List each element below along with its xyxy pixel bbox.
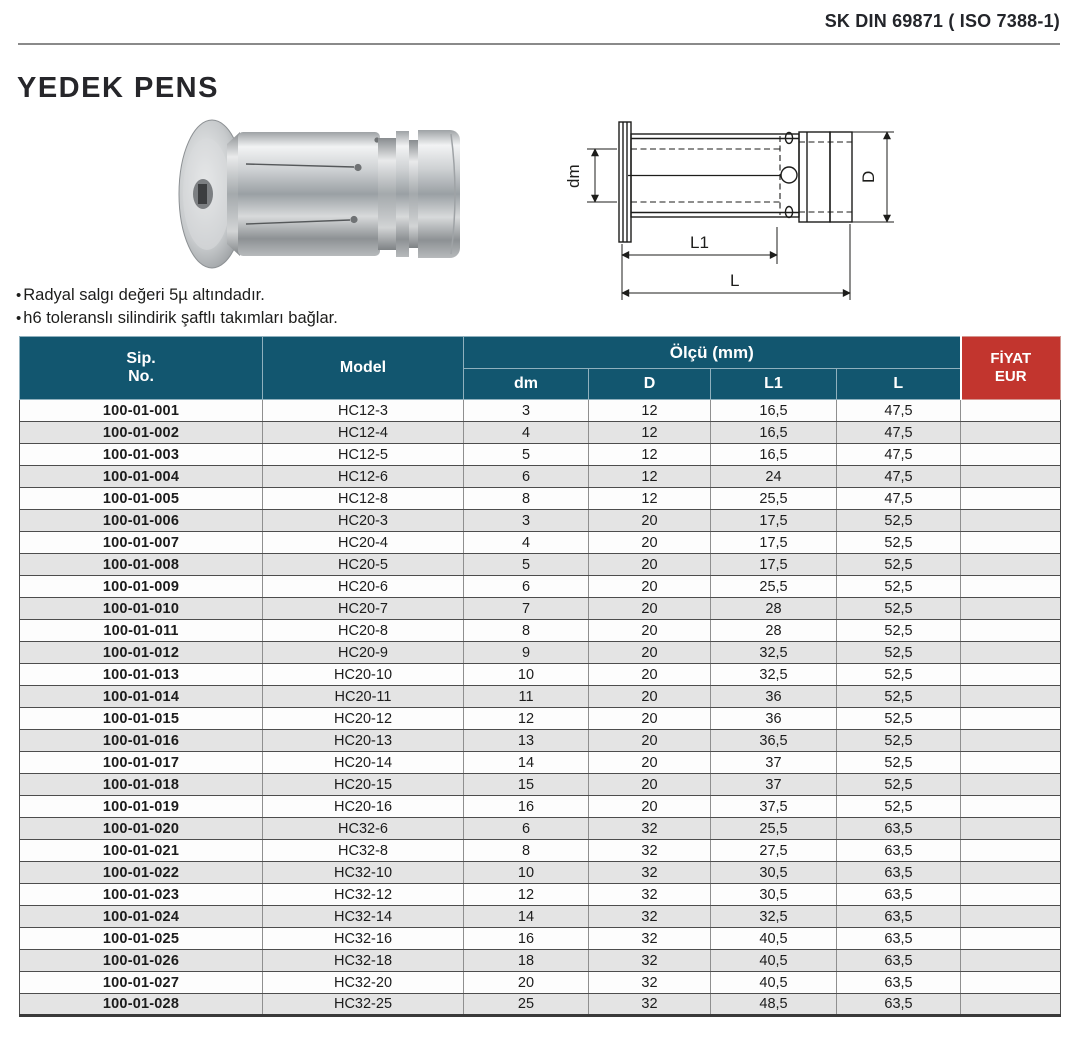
cell-sip_no: 100-01-006 [20,510,263,532]
cell-d: 12 [589,422,711,444]
cell-price [961,796,1061,818]
cell-d: 32 [589,862,711,884]
cell-model: HC12-3 [263,400,464,422]
cell-dm: 14 [464,906,589,928]
cell-d: 20 [589,708,711,730]
table-row [20,532,1061,554]
cell-dm: 5 [464,444,589,466]
cell-model: HC12-6 [263,466,464,488]
cell-price [961,422,1061,444]
cell-l1: 32,5 [711,642,837,664]
cell-sip_no: 100-01-018 [20,774,263,796]
table-row [20,488,1061,510]
table-row [20,972,1061,994]
cell-dm: 3 [464,400,589,422]
cell-l: 47,5 [837,422,961,444]
table-body [20,400,1061,1016]
cell-sip_no: 100-01-003 [20,444,263,466]
cell-sip_no: 100-01-004 [20,466,263,488]
table-row [20,928,1061,950]
cell-model: HC12-5 [263,444,464,466]
cell-sip_no: 100-01-014 [20,686,263,708]
cell-l: 52,5 [837,708,961,730]
col-header-price [961,337,1061,400]
cell-dm: 13 [464,730,589,752]
cell-dm: 10 [464,664,589,686]
cell-d: 20 [589,752,711,774]
col-header-price-line2: EUR [994,368,1027,385]
label-dm: dm [564,164,583,188]
cell-model: HC20-7 [263,598,464,620]
label-l: L [730,271,740,290]
cell-model: HC32-6 [263,818,464,840]
cell-sip_no: 100-01-019 [20,796,263,818]
cell-dm: 4 [464,422,589,444]
cell-l: 63,5 [837,884,961,906]
cell-model: HC32-16 [263,928,464,950]
cell-l: 63,5 [837,862,961,884]
cell-l: 52,5 [837,642,961,664]
table-row [20,400,1061,422]
cell-model: HC32-18 [263,950,464,972]
cell-sip_no: 100-01-016 [20,730,263,752]
cell-l: 47,5 [837,444,961,466]
cell-price [961,642,1061,664]
cell-l: 47,5 [837,400,961,422]
cell-l1: 17,5 [711,510,837,532]
cell-dm: 16 [464,928,589,950]
cell-price [961,708,1061,730]
cell-price [961,862,1061,884]
col-header-model: Model [263,337,464,400]
cell-l1: 32,5 [711,664,837,686]
cell-sip_no: 100-01-020 [20,818,263,840]
cell-price [961,840,1061,862]
cell-l1: 30,5 [711,862,837,884]
cell-model: HC32-8 [263,840,464,862]
cell-l: 52,5 [837,554,961,576]
col-header-price-line1: FİYAT [990,350,1032,367]
table-row [20,664,1061,686]
cell-l1: 37 [711,752,837,774]
technical-drawing [562,102,1002,314]
cell-model: HC32-25 [263,994,464,1016]
cell-l1: 30,5 [711,884,837,906]
cell-l1: 16,5 [711,400,837,422]
cell-l: 63,5 [837,928,961,950]
table-row [20,840,1061,862]
cell-d: 20 [589,598,711,620]
cell-l: 47,5 [837,488,961,510]
cell-price [961,466,1061,488]
cell-sip_no: 100-01-015 [20,708,263,730]
cell-dm: 5 [464,554,589,576]
cell-l1: 16,5 [711,444,837,466]
cell-model: HC20-6 [263,576,464,598]
cell-sip_no: 100-01-005 [20,488,263,510]
cell-dm: 8 [464,488,589,510]
col-header-dimensions-group: Ölçü (mm) [464,337,961,369]
cell-model: HC20-8 [263,620,464,642]
cell-sip_no: 100-01-022 [20,862,263,884]
col-header-d: D [589,369,711,400]
cell-price [961,730,1061,752]
cell-d: 32 [589,972,711,994]
cell-l: 47,5 [837,466,961,488]
cell-d: 32 [589,994,711,1016]
cell-d: 12 [589,400,711,422]
cell-model: HC20-11 [263,686,464,708]
cell-l1: 37,5 [711,796,837,818]
table-row [20,906,1061,928]
cell-model: HC32-14 [263,906,464,928]
note-text: h6 toleranslı silindirik şaftlı takımları bağlar. [23,309,338,327]
cell-l: 52,5 [837,510,961,532]
cell-sip_no: 100-01-008 [20,554,263,576]
cell-l1: 40,5 [711,972,837,994]
cell-price [961,972,1061,994]
cell-d: 20 [589,686,711,708]
cell-d: 20 [589,774,711,796]
cell-model: HC20-4 [263,532,464,554]
cell-dm: 20 [464,972,589,994]
col-header-l1: L1 [711,369,837,400]
cell-dm: 8 [464,840,589,862]
cell-l1: 24 [711,466,837,488]
cell-sip_no: 100-01-012 [20,642,263,664]
cell-price [961,444,1061,466]
cell-sip_no: 100-01-002 [20,422,263,444]
standard-reference: SK DIN 69871 ( ISO 7388-1) [824,11,1060,31]
label-d: D [859,170,878,183]
table-row [20,818,1061,840]
cell-price [961,554,1061,576]
cell-model: HC12-8 [263,488,464,510]
cell-dm: 6 [464,576,589,598]
cell-l1: 25,5 [711,818,837,840]
cell-sip_no: 100-01-017 [20,752,263,774]
cell-d: 20 [589,554,711,576]
cell-model: HC20-14 [263,752,464,774]
cell-l1: 36 [711,686,837,708]
cell-l1: 40,5 [711,928,837,950]
cell-dm: 9 [464,642,589,664]
cell-l1: 32,5 [711,906,837,928]
cell-l: 52,5 [837,686,961,708]
cell-model: HC20-13 [263,730,464,752]
cell-sip_no: 100-01-027 [20,972,263,994]
table-row [20,576,1061,598]
drawing-part-outline [619,122,852,242]
cell-l1: 48,5 [711,994,837,1016]
cell-price [961,664,1061,686]
cell-l1: 36 [711,708,837,730]
cell-l1: 17,5 [711,554,837,576]
cell-dm: 8 [464,620,589,642]
table-row [20,422,1061,444]
table-row [20,708,1061,730]
cell-d: 32 [589,928,711,950]
cell-d: 20 [589,730,711,752]
col-header-sip-no [20,337,263,400]
cell-sip_no: 100-01-025 [20,928,263,950]
table-row [20,752,1061,774]
table-header [20,337,1061,400]
bullet-icon: • [16,310,22,327]
cell-model: HC12-4 [263,422,464,444]
cell-d: 20 [589,796,711,818]
cell-price [961,576,1061,598]
collet-illustration [179,120,460,268]
cell-d: 32 [589,884,711,906]
col-header-sip-line2: No. [128,368,154,385]
cell-d: 12 [589,488,711,510]
cell-l: 63,5 [837,840,961,862]
cell-l1: 37 [711,774,837,796]
cell-price [961,598,1061,620]
cell-price [961,400,1061,422]
cell-dm: 25 [464,994,589,1016]
cell-l: 63,5 [837,818,961,840]
cell-price [961,884,1061,906]
bullet-icon: • [16,287,22,304]
cell-dm: 3 [464,510,589,532]
table-row [20,950,1061,972]
cell-d: 20 [589,510,711,532]
cell-price [961,532,1061,554]
table-row [20,730,1061,752]
cell-price [961,950,1061,972]
cell-price [961,994,1061,1016]
cell-d: 12 [589,466,711,488]
cell-l: 63,5 [837,994,961,1016]
cell-model: HC20-3 [263,510,464,532]
cell-d: 20 [589,576,711,598]
cell-dm: 6 [464,818,589,840]
cell-d: 12 [589,444,711,466]
cell-l: 52,5 [837,664,961,686]
col-header-dm: dm [464,369,589,400]
cell-l: 52,5 [837,752,961,774]
cell-l1: 28 [711,620,837,642]
cell-sip_no: 100-01-024 [20,906,263,928]
cell-l1: 27,5 [711,840,837,862]
cell-l: 63,5 [837,906,961,928]
table-row [20,994,1061,1016]
cell-model: HC32-12 [263,884,464,906]
cell-l: 52,5 [837,774,961,796]
cell-l: 52,5 [837,796,961,818]
cell-d: 20 [589,620,711,642]
col-header-l: L [837,369,961,400]
cell-model: HC32-20 [263,972,464,994]
cell-price [961,928,1061,950]
cell-d: 32 [589,906,711,928]
cell-dm: 15 [464,774,589,796]
cell-model: HC20-12 [263,708,464,730]
cell-model: HC20-15 [263,774,464,796]
table-row [20,774,1061,796]
cell-model: HC20-16 [263,796,464,818]
table-row [20,686,1061,708]
cell-price [961,488,1061,510]
catalog-table [19,336,1061,1017]
product-photo [172,110,502,278]
cell-dm: 4 [464,532,589,554]
drawing-dimension-labels [564,164,878,290]
cell-dm: 14 [464,752,589,774]
cell-l1: 25,5 [711,576,837,598]
cell-price [961,686,1061,708]
cell-sip_no: 100-01-023 [20,884,263,906]
table-row [20,466,1061,488]
notes [16,284,338,330]
cell-price [961,774,1061,796]
page-title: YEDEK PENS [17,72,219,104]
cell-sip_no: 100-01-001 [20,400,263,422]
note-item [16,307,338,330]
table-row [20,884,1061,906]
cell-dm: 7 [464,598,589,620]
cell-l: 52,5 [837,730,961,752]
table-row [20,444,1061,466]
cell-price [961,620,1061,642]
cell-sip_no: 100-01-026 [20,950,263,972]
cell-model: HC20-9 [263,642,464,664]
cell-sip_no: 100-01-028 [20,994,263,1016]
cell-l: 52,5 [837,532,961,554]
table-row [20,642,1061,664]
cell-price [961,906,1061,928]
cell-d: 20 [589,664,711,686]
cell-dm: 12 [464,884,589,906]
cell-sip_no: 100-01-007 [20,532,263,554]
header-divider [18,43,1060,45]
cell-l1: 17,5 [711,532,837,554]
cell-sip_no: 100-01-010 [20,598,263,620]
cell-dm: 10 [464,862,589,884]
cell-sip_no: 100-01-021 [20,840,263,862]
note-item [16,284,338,307]
cell-l: 52,5 [837,620,961,642]
table-row [20,796,1061,818]
note-text: Radyal salgı değeri 5µ altındadır. [23,286,265,304]
cell-model: HC20-10 [263,664,464,686]
cell-l: 52,5 [837,576,961,598]
table-row [20,510,1061,532]
col-header-sip-line1: Sip. [126,350,156,367]
cell-l1: 25,5 [711,488,837,510]
cell-l1: 36,5 [711,730,837,752]
cell-d: 32 [589,950,711,972]
cell-model: HC20-5 [263,554,464,576]
cell-dm: 16 [464,796,589,818]
cell-l1: 28 [711,598,837,620]
cell-d: 20 [589,642,711,664]
cell-l1: 40,5 [711,950,837,972]
cell-sip_no: 100-01-013 [20,664,263,686]
cell-dm: 11 [464,686,589,708]
cell-sip_no: 100-01-009 [20,576,263,598]
cell-d: 32 [589,818,711,840]
table-row [20,620,1061,642]
drawing-dimensions [587,132,894,300]
cell-dm: 18 [464,950,589,972]
cell-dm: 12 [464,708,589,730]
cell-d: 32 [589,840,711,862]
cell-d: 20 [589,532,711,554]
cell-price [961,510,1061,532]
cell-dm: 6 [464,466,589,488]
cell-model: HC32-10 [263,862,464,884]
table-row [20,554,1061,576]
cell-price [961,818,1061,840]
cell-l: 63,5 [837,972,961,994]
cell-l1: 16,5 [711,422,837,444]
cell-price [961,752,1061,774]
table-row [20,862,1061,884]
cell-l: 63,5 [837,950,961,972]
cell-l: 52,5 [837,598,961,620]
cell-sip_no: 100-01-011 [20,620,263,642]
label-l1: L1 [690,233,709,252]
table-row [20,598,1061,620]
